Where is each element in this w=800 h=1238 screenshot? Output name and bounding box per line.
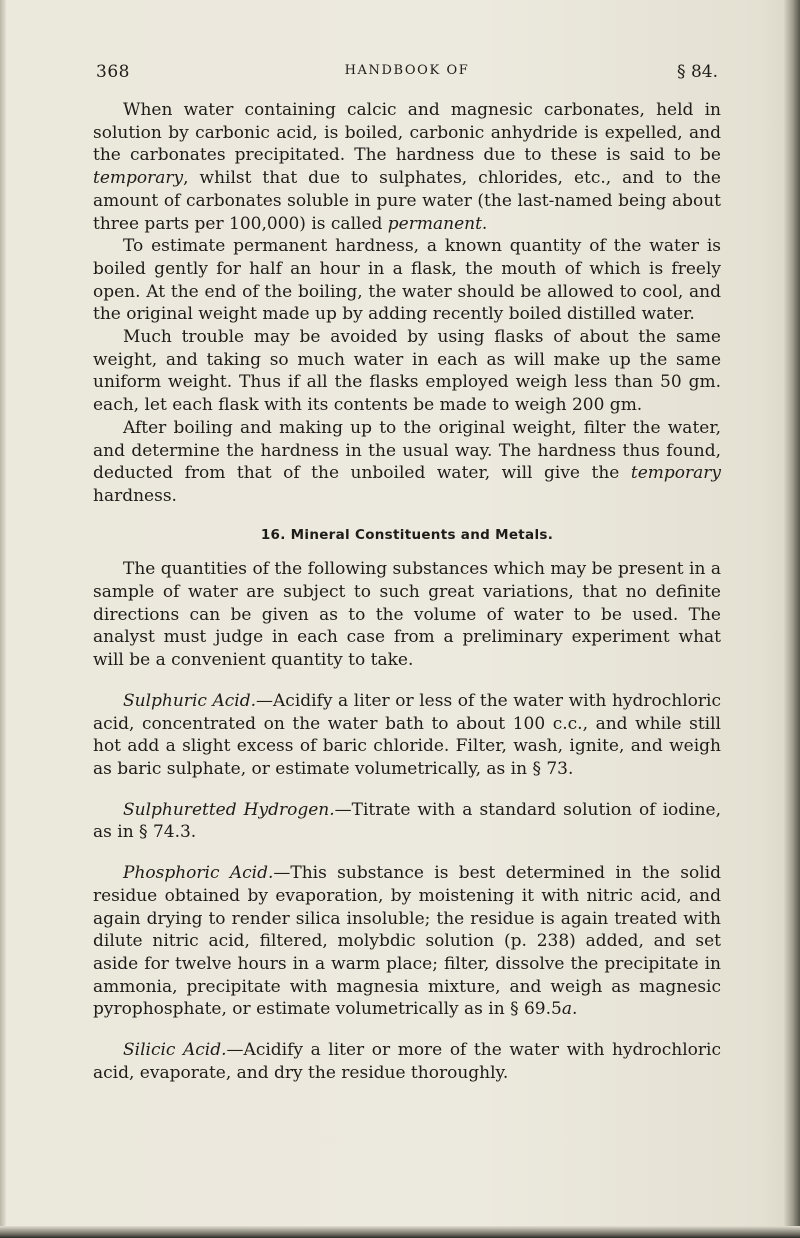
paragraph-permanent-hardness: To estimate permanent hardness, a known quantity of the water is boiled gently for half an hour in a flask, the mouth of which is freely open. At the end of the boiling, the water should be allowed to cool, and the original weight made up by adding recently boiled distilled water.	[93, 236, 721, 325]
emphasis-temporary: temporary	[630, 463, 721, 484]
text-run: .	[571, 999, 578, 1020]
text-run: —Acidify a liter or more of the water with hydrochloric acid, evaporate, and dry the residue thoroughly.	[93, 1040, 721, 1083]
paragraph-temporary-hardness	[93, 417, 721, 508]
emphasis-suffix: a	[561, 999, 572, 1020]
paragraph-sulphuric-acid	[93, 690, 721, 781]
page-number: 368	[96, 62, 130, 82]
paragraph-sulphuretted-hydrogen	[93, 799, 721, 844]
subsection-label: Sulphuric Acid.	[123, 690, 257, 711]
text-run: —This substance is best determined in the solid residue obtained by evaporation, by moistening it with nitric acid, and again drying to render silica insoluble; the residue is again treated with dilute nitric acid, filtered, molybdic solution (p. 238) added, and set aside for twelve hours in a warm place; filter, dissolve the precipitate in ammonia, precipitate with magnesia mixture, and weigh as magnesic pyrophosphate, or estimate volumetrically as in § 69.5	[93, 863, 721, 1020]
text-run: hardness.	[93, 485, 177, 506]
paragraph-hardness-intro	[93, 99, 721, 235]
section-heading: 16. Mineral Constituents and Metals.	[260, 526, 554, 543]
text-run: After boiling and making up to the original weight, filter the water, and determine the hardness in the usual way. The hardness thus found, deducted from that of the unboiled water, will give the	[93, 417, 721, 484]
running-title: HANDBOOK OF	[344, 63, 470, 78]
paragraph-flask-weights: Much trouble may be avoided by using flasks of about the same weight, and taking so much water in each as will make up the same uniform weight. Thus if all the flasks employed weigh less than 50 gm. each, let each flask with its contents be made to weigh 200 gm.	[93, 327, 721, 416]
book-spine-shadow	[784, 0, 800, 1238]
text-run: When water containing calcic and magnesic carbonates, held in solution by carbonic acid, is boiled, carbonic anhydride is expelled, and the carbonates precipitated. The hardness due to these is said to be	[93, 100, 721, 166]
text-run: , whilst that due to sulphates, chlorides, etc., and to the amount of carbonates soluble in pure water (the last-named being about three parts per 100,000) is called	[93, 168, 721, 234]
section-reference: § 84.	[677, 62, 718, 82]
page-left-edge	[0, 0, 6, 1238]
running-header	[96, 62, 718, 86]
text-run: .	[481, 213, 488, 234]
paragraph-mineral-intro: The quantities of the following substances which may be present in a sample of water are subject to such great variations, that no definite directions can be given as to the volume of water to be used. The analyst must judge in each case from a preliminary experiment what will be a convenient quantity to take.	[93, 559, 721, 671]
subsection-label: Silicic Acid.	[123, 1040, 227, 1061]
text-run: —Titrate with a standard solution of iodine, as in § 74.3.	[93, 799, 721, 843]
emphasis-temporary: temporary	[93, 168, 184, 189]
body-text	[93, 99, 721, 1084]
paragraph-phosphoric-acid	[93, 862, 721, 1021]
paragraph-silicic-acid	[93, 1039, 721, 1084]
subsection-label: Sulphuretted Hydrogen.	[123, 799, 335, 820]
subsection-label: Phosphoric Acid.	[123, 863, 274, 884]
page-bottom-edge	[0, 1226, 800, 1238]
text-run: —Acidify a liter or less of the water with hydrochloric acid, concentrated on the water bath to about 100 c.c., and while still hot add a slight excess of baric chloride. Filter, wash, ignite, and weigh as baric sulphate, or estimate volumetrically, as in § 73.	[93, 690, 721, 779]
emphasis-permanent: permanent	[387, 213, 482, 234]
